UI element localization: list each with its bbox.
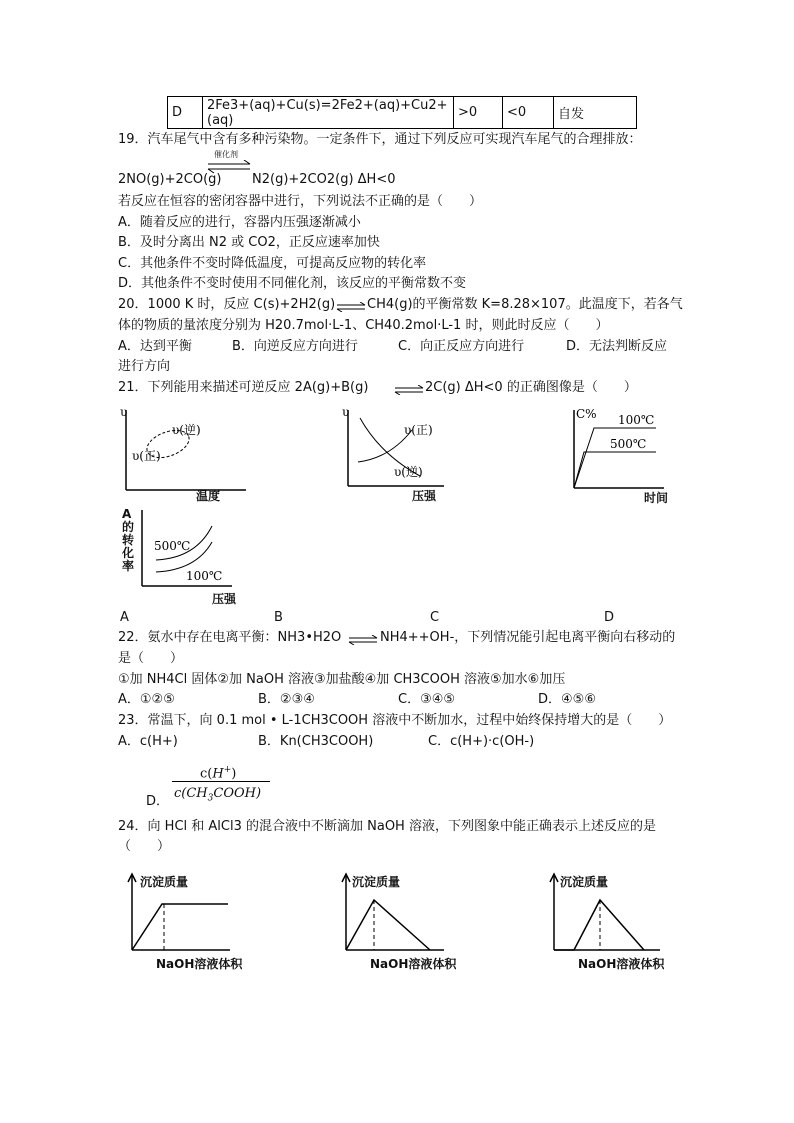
q22-option-d: D．④⑤⑥ (538, 692, 596, 707)
q20-line1-a: 20．1000 K 时，反应 C(s)+2H2(g) (118, 297, 336, 312)
q19-eq-right: N2(g)+2CO2(g) ΔH<0 (252, 172, 396, 187)
graph-d (136, 506, 236, 590)
q23-stem: 23．常温下，向 0.1 mol • L-1CH3COOH 溶液中不断加水，过程中始终保持增大的是（ ） (118, 713, 672, 728)
q20-line1-b: CH4(g)的平衡常数 K=8.28×107。此温度下，若各气 (367, 297, 683, 312)
graph-b-y-label: υ (342, 405, 350, 419)
q19-eq-left: 2NO(g)+2CO(g) (118, 172, 222, 187)
graph-d-temp-high: 500℃ (154, 539, 191, 553)
fraction-denominator (174, 784, 261, 809)
graph-a-x-label: 温度 (196, 489, 221, 503)
graph-d-y-char: 率 (122, 559, 135, 573)
q20-line2: 体的物质的量浓度分别为 H20.7mol·L-1、CH40.2mol·L-1 时，则此时反应（ ） (118, 318, 609, 333)
q23-option-a: A．c(H+) (118, 734, 178, 749)
q23-option-d: D． (146, 794, 170, 809)
table-row (168, 97, 637, 129)
q21-stem-a: 21．下列能用来描述可逆反应 2A(g)+B(g) (118, 380, 369, 395)
q22-option-c: C．③④⑤ (398, 692, 456, 707)
den-c: c(CH (174, 786, 208, 801)
graph-24-1-x-label: NaOH溶液体积 (156, 957, 243, 971)
graph-a-forward-label: υ(正) (132, 449, 161, 463)
num-end: ) (231, 766, 237, 782)
graph-c-x-label: 时间 (644, 491, 669, 505)
equilibrium-arrow-icon (394, 385, 424, 395)
den-rest: COOH) (213, 786, 262, 801)
q23-option-b: B．Kn(CH3COOH) (258, 734, 374, 749)
graph-d-y-char: A (122, 507, 132, 521)
table-cell: 2Fe3+(aq)+Cu(s)=2Fe2+(aq)+Cu2+ (aq) (203, 97, 454, 129)
graph-24-3-y-label: 沉淀质量 (560, 875, 609, 889)
graph-d-y-char: 转 (122, 533, 135, 547)
q20-option-a: A．达到平衡 (118, 339, 192, 354)
q22-conditions: ①加 NH4Cl 固体②加 NaOH 溶液③加盐酸④加 CH3COOH 溶液⑤加水⑥加压 (118, 672, 566, 687)
q19-option-c: C．其他条件不变时降低温度，可提高反应物的转化率 (118, 256, 427, 271)
q21-stem-b: 2C(g) ΔH<0 的正确图像是（ ） (425, 380, 637, 395)
q22-option-a: A．①②⑤ (118, 692, 175, 707)
graph-d-y-char: 化 (122, 546, 135, 560)
q20-option-b: B．向逆反应方向进行 (232, 339, 358, 354)
table-cell: >0 (454, 97, 503, 129)
graph-d-y-label (122, 508, 134, 573)
q19-sub: 若反应在恒容的密闭容器中进行，下列说法不正确的是（ ） (118, 194, 483, 209)
equilibrium-arrow-icon (206, 160, 252, 174)
q24-stem-cont: （ ） (118, 839, 171, 854)
q23-option-c: C．c(H+)·c(OH-) (428, 734, 535, 749)
graph-24-1-y-label: 沉淀质量 (140, 875, 189, 889)
q19-stem: 19．汽车尾气中含有多种污染物。一定条件下，通过下列反应可实现汽车尾气的合理排放： (118, 132, 642, 147)
graph-c-temp-low: 500℃ (610, 437, 647, 451)
graph-c-temp-high: 100℃ (618, 413, 655, 427)
answer-table (167, 96, 637, 129)
q22-option-b: B．②③④ (258, 692, 315, 707)
graph-b-forward-label: υ(正) (404, 423, 433, 437)
graph-b-x-label: 压强 (412, 489, 437, 503)
graph-b-inverse-label: υ(逆) (394, 465, 423, 479)
num-var: H (212, 766, 224, 782)
q19-option-a: A．随着反应的进行，容器内压强逐渐减小 (118, 215, 361, 230)
graph-d-temp-low: 100℃ (186, 569, 223, 583)
q20-option-d: D．无法判断反应 (566, 339, 668, 354)
q22-stem-a: 22．氨水中存在电离平衡：NH3•H2O (118, 630, 342, 645)
q22-line2: 是（ ） (118, 651, 184, 666)
graph-label-a: A (120, 610, 129, 625)
q20-option-d-cont: 进行方向 (118, 359, 171, 374)
graph-label-c: C (430, 610, 440, 625)
table-cell: <0 (503, 97, 554, 129)
graph-c-y-label: C% (576, 407, 597, 421)
num-c: c( (200, 766, 213, 782)
graph-a-inverse-label: υ(逆) (172, 423, 201, 437)
q19-option-d: D．其他条件不变时使用不同催化剂，该反应的平衡常数不变 (118, 276, 467, 291)
graph-a (116, 404, 256, 504)
graph-label-b: B (274, 610, 283, 625)
num-sup: + (223, 765, 232, 775)
q20-option-c: C．向正反应方向进行 (398, 339, 525, 354)
graph-label-d: D (604, 610, 615, 625)
graph-24-2-x-label: NaOH溶液体积 (370, 957, 457, 971)
q22-stem-b: NH4++OH-，下列情况能引起电离平衡向右移动的 (380, 630, 676, 645)
graph-a-y-label: υ (120, 405, 128, 419)
den-sub: 3 (207, 793, 214, 804)
q19-option-b: B．及时分离出 N2 或 CO2，正反应速率加快 (118, 235, 380, 250)
graph-d-x-label: 压强 (212, 592, 237, 606)
q24-stem: 24．向 HCl 和 AlCl3 的混合液中不断滴加 NaOH 溶液，下列图象中能正确表示上述反应的是 (118, 819, 656, 834)
equilibrium-arrow-icon (336, 302, 366, 312)
fraction-bar (172, 781, 270, 782)
table-cell: D (168, 97, 203, 129)
graph-24-3-x-label: NaOH溶液体积 (578, 957, 665, 971)
graph-d-y-char: 的 (122, 520, 135, 534)
catalyst-label: 催化剂 (214, 150, 238, 159)
equilibrium-arrow-icon (348, 635, 378, 645)
graph-24-2-y-label: 沉淀质量 (352, 875, 401, 889)
table-cell: 自发 (554, 97, 637, 129)
